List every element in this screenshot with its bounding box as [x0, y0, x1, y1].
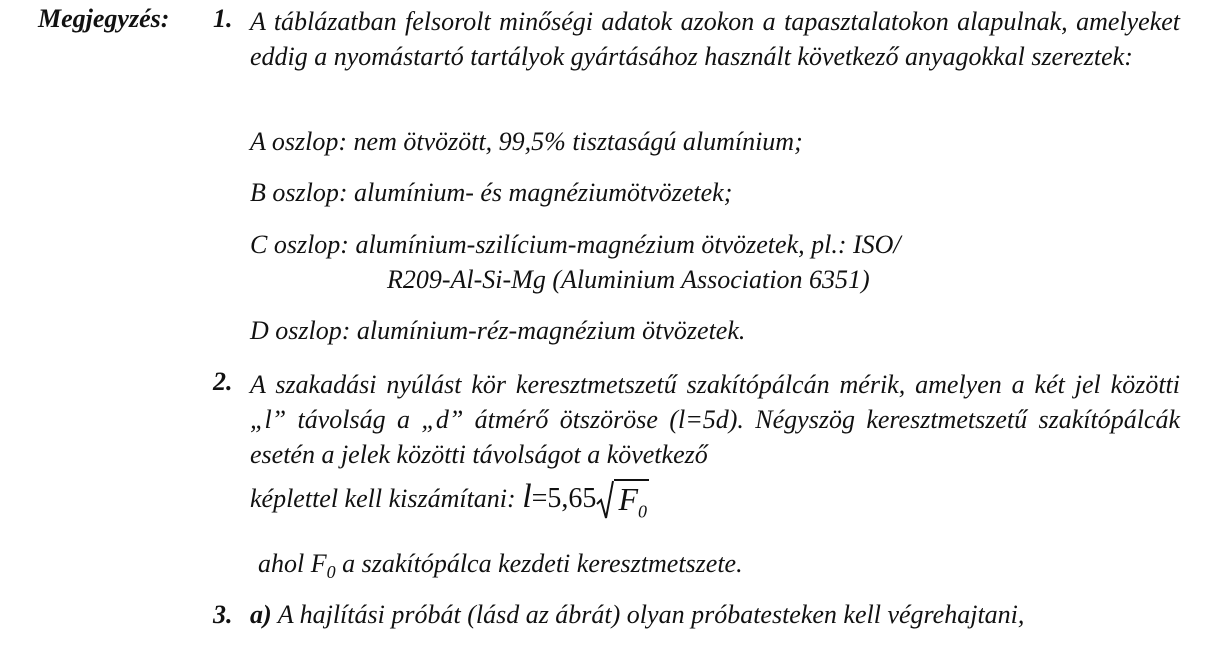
item-3-number: 3.: [213, 600, 233, 629]
formula: [522, 478, 649, 522]
formula-intro: képlettel kell kiszámítani:: [250, 484, 516, 513]
item-3-body: A hajlítási próbát (lásd az ábrát) olyan próbatesteken kell végrehajtani,: [271, 600, 1025, 629]
note-label: Megjegyzés:: [38, 4, 170, 33]
formula-radicand: [614, 479, 649, 522]
square-root-icon: [596, 479, 649, 522]
where-prefix: ahol F: [258, 549, 327, 578]
formula-lhs: l: [522, 478, 532, 515]
formula-var: F: [618, 481, 638, 518]
item-3-text: [250, 600, 1024, 630]
item-2-number: 2.: [213, 367, 233, 396]
formula-sub: 0: [637, 501, 647, 522]
item-1-text: A táblázatban felsorolt minőségi adatok azokon a tapasztalatokon alapulnak, amelyeket eddig a nyomástartó tartályok gyártásához használt következő anyagokkal szereztek:: [250, 7, 1180, 71]
formula-coefficient: =5,65: [531, 483, 597, 514]
item-1-number: 1.: [213, 4, 233, 33]
column-b-description: B oszlop: alumínium- és magnéziumötvözetek;: [250, 178, 733, 207]
where-subscript: 0: [326, 562, 336, 583]
column-d-description: D oszlop: alumínium-réz-magnézium ötvözetek.: [250, 316, 746, 345]
column-c-description-line1: C oszlop: alumínium-szilícium-magnézium ötvözetek, pl.: ISO/: [250, 230, 901, 259]
column-a-description: A oszlop: nem ötvözött, 99,5% tisztaságú alumínium;: [250, 127, 803, 156]
where-text: [258, 549, 743, 583]
item-3-bold-part: a): [250, 600, 272, 629]
column-c-description-line2: R209-Al-Si-Mg (Aluminium Association 6351): [387, 265, 870, 294]
formula-line: [250, 478, 649, 523]
where-suffix: a szakítópálca kezdeti keresztmetszete.: [335, 549, 743, 578]
item-2-text: A szakadási nyúlást kör keresztmetszetű szakítópálcán mérik, amelyen a két jel közötti „l” távolság a „d” átmérő ötszöröse (l=5d). Négyszög keresztmetszetű szakítópálcák esetén a jelek közötti távolságot a következő: [250, 370, 1180, 469]
